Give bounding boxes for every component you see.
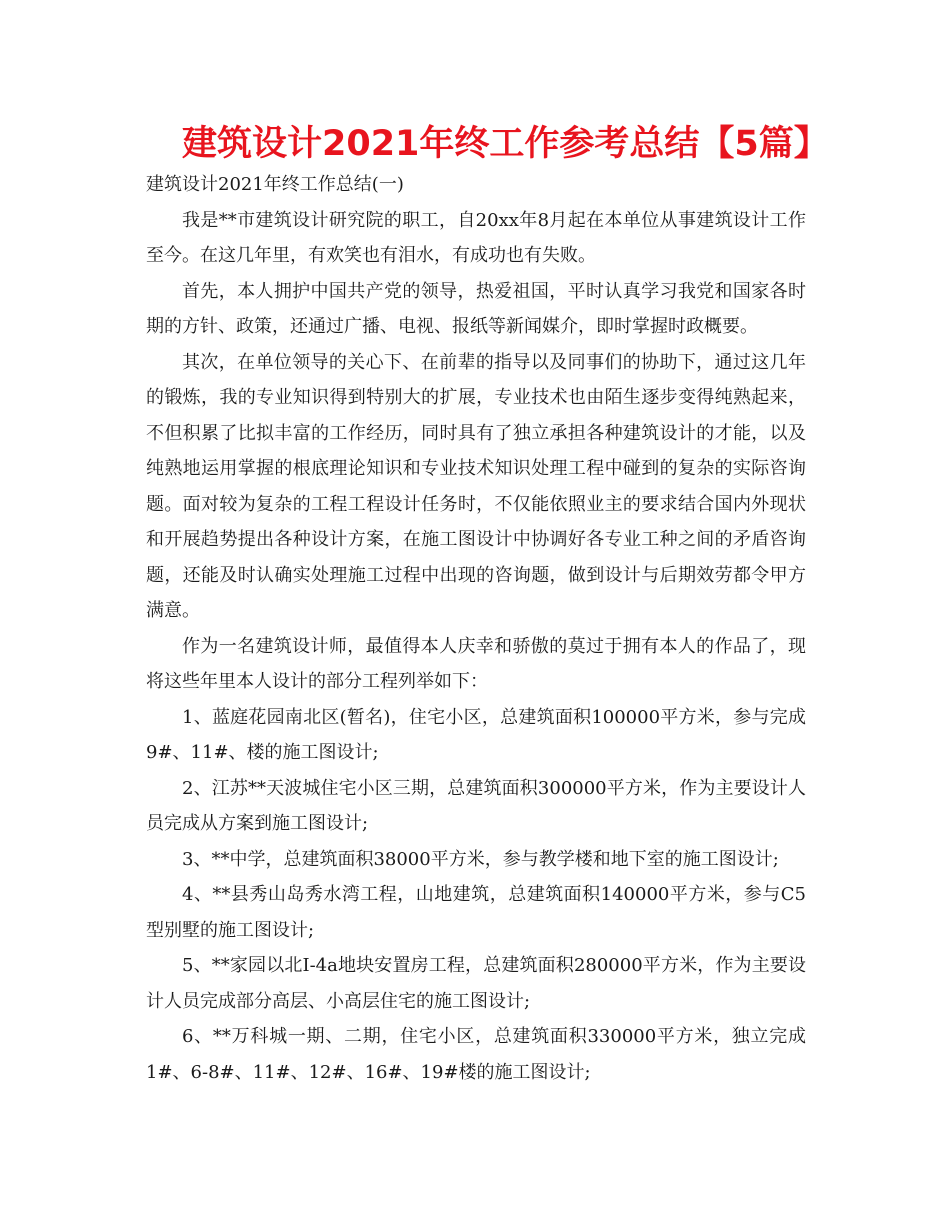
list-item-project-1: 1、蓝庭花园南北区(暂名)，住宅小区，总建筑面积100000平方米，参与完成9#、11#、楼的施工图设计; — [146, 706, 806, 763]
paragraph-intro: 我是**市建筑设计研究院的职工，自20xx年8月起在本单位从事建筑设计工作至今。在这几年里，有欢笑也有泪水，有成功也有失败。 — [146, 209, 806, 266]
paragraph-works-intro: 作为一名建筑设计师，最值得本人庆幸和骄傲的莫过于拥有本人的作品了，现将这些年里本人设计的部分工程列举如下： — [146, 635, 806, 692]
document-body — [146, 167, 806, 1090]
document-title: 建筑设计2021年终工作参考总结【5篇】 — [182, 124, 829, 164]
list-item-project-2: 2、江苏**天波城住宅小区三期，总建筑面积300000平方米，作为主要设计人员完成从方案到施工图设计; — [146, 777, 806, 834]
list-item-project-3: 3、**中学，总建筑面积38000平方米，参与教学楼和地下室的施工图设计; — [182, 848, 779, 870]
list-item-project-5: 5、**家园以北I-4a地块安置房工程，总建筑面积280000平方米，作为主要设计人员完成部分高层、小高层住宅的施工图设计; — [146, 955, 806, 1012]
section-subtitle: 建筑设计2021年终工作总结(一) — [146, 174, 404, 195]
list-item-project-6: 6、**万科城一期、二期，住宅小区，总建筑面积330000平方米，独立完成1#、6-8#、11#、12#、16#、19#楼的施工图设计; — [146, 1026, 806, 1083]
paragraph-political: 首先，本人拥护中国共产党的领导，热爱祖国，平时认真学习我党和国家各时期的方针、政策，还通过广播、电视、报纸等新闻媒介，即时掌握时政概要。 — [146, 280, 806, 337]
paragraph-professional: 其次，在单位领导的关心下、在前辈的指导以及同事们的协助下，通过这几年的锻炼，我的专业知识得到特别大的扩展，专业技术也由陌生逐步变得纯熟起来，不但积累了比拟丰富的工作经历，同时具有了独立承担各种建筑设计的才能，以及纯熟地运用掌握的根底理论知识和专业技术知识处理工程中碰到的复杂的实际咨询题。面对较为复杂的工程工程设计任务时，不仅能依照业主的要求结合国内外现状和开展趋势提出各种设计方案，在施工图设计中协调好各专业工种之间的矛盾咨询题，还能及时认确实处理施工过程中出现的咨询题，做到设计与后期效劳都令甲方满意。 — [146, 351, 806, 621]
list-item-project-4: 4、**县秀山岛秀水湾工程，山地建筑，总建筑面积140000平方米，参与C5型别墅的施工图设计; — [146, 884, 806, 941]
